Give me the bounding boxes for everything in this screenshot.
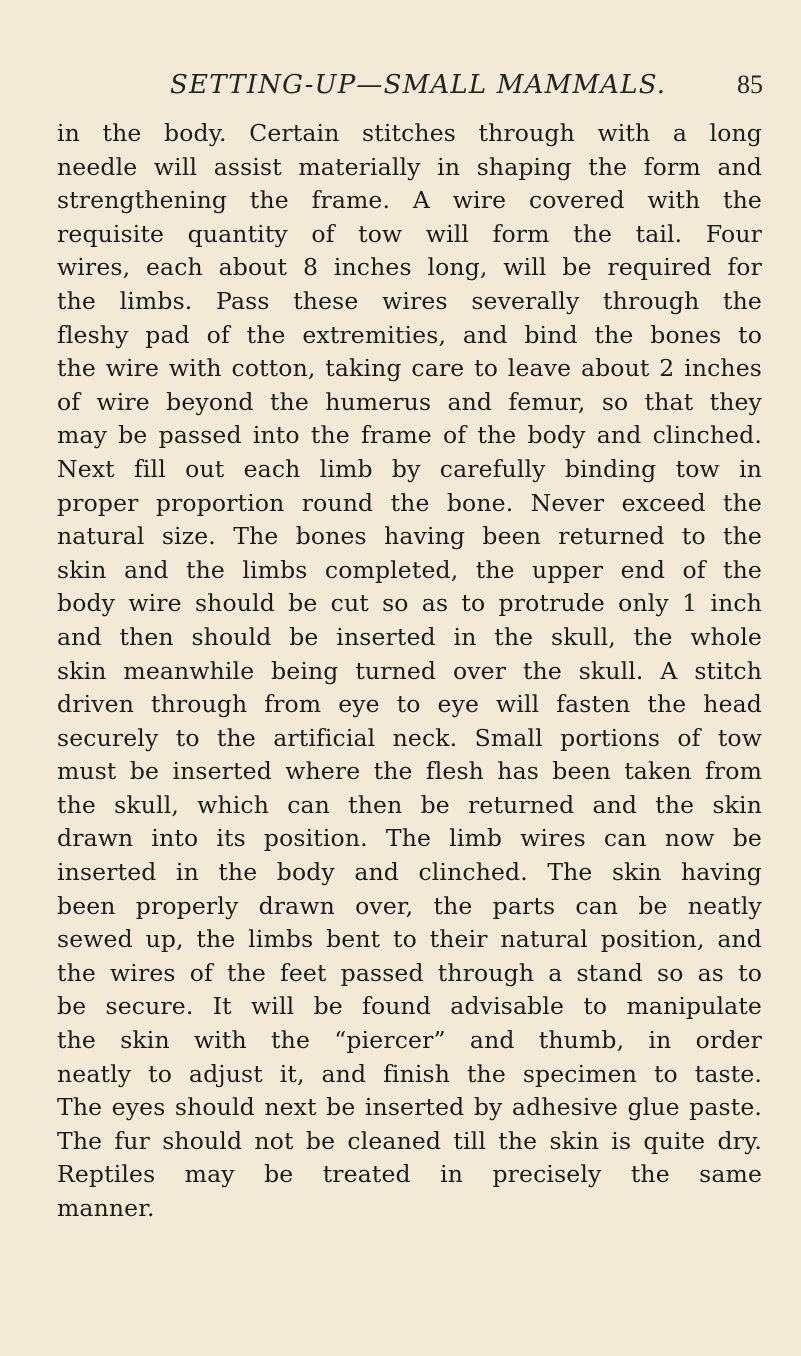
- text-line: strengthening the frame. A wire covered with the: [57, 186, 762, 215]
- page-number: 85: [737, 70, 763, 99]
- text-line: needle will assist materially in shaping the form and: [57, 152, 762, 181]
- text-line: be secure. It will be found advisable to manipulate: [57, 992, 762, 1021]
- text-line: The eyes should next be inserted by adhesive glue paste.: [57, 1093, 762, 1122]
- text-line: manner.: [57, 1194, 155, 1222]
- text-line: body wire should be cut so as to protrude only 1 inch: [57, 589, 762, 618]
- text-line: the skin with the “piercer” and thumb, in order: [57, 1026, 762, 1055]
- body-text: [57, 117, 762, 1226]
- text-line: the wires of the feet passed through a stand so as to: [57, 958, 762, 987]
- text-line: Reptiles may be treated in precisely the same: [57, 1160, 762, 1189]
- text-line: of wire beyond the humerus and femur, so that they: [57, 387, 762, 416]
- text-line: sewed up, the limbs bent to their natural position, and: [57, 925, 762, 954]
- text-line: natural size. The bones having been returned to the: [57, 522, 762, 551]
- text-line: Next fill out each limb by carefully binding tow in: [57, 454, 762, 483]
- text-line: and then should be inserted in the skull, the whole: [57, 622, 762, 651]
- text-line: proper proportion round the bone. Never exceed the: [57, 488, 762, 517]
- text-line: been properly drawn over, the parts can be neatly: [57, 891, 762, 920]
- text-line: the wire with cotton, taking care to leave about 2 inches: [57, 354, 762, 383]
- text-line: securely to the artificial neck. Small portions of tow: [57, 723, 762, 752]
- running-title: SETTING-UP—SMALL MAMMALS.: [170, 70, 667, 100]
- text-line: the skull, which can then be returned and the skin: [57, 790, 762, 819]
- text-line: driven through from eye to eye will fasten the head: [57, 690, 762, 719]
- text-line: requisite quantity of tow will form the tail. Four: [57, 219, 762, 248]
- text-line: skin meanwhile being turned over the skull. A stitch: [57, 656, 762, 685]
- text-line: may be passed into the frame of the body and clinched.: [57, 421, 762, 450]
- text-line: wires, each about 8 inches long, will be required for: [57, 253, 762, 282]
- text-line: must be inserted where the flesh has been taken from: [57, 757, 762, 786]
- text-line: the limbs. Pass these wires severally through the: [57, 286, 762, 315]
- running-head: [60, 70, 763, 104]
- text-line: neatly to adjust it, and finish the specimen to taste.: [57, 1059, 762, 1088]
- text-line: The fur should not be cleaned till the skin is quite dry.: [57, 1126, 762, 1155]
- text-line: inserted in the body and clinched. The skin having: [57, 858, 762, 887]
- text-line: fleshy pad of the extremities, and bind the bones to: [57, 320, 762, 349]
- text-line: drawn into its position. The limb wires can now be: [57, 824, 762, 853]
- text-line: skin and the limbs completed, the upper end of the: [57, 555, 762, 584]
- text-line: in the body. Certain stitches through with a long: [57, 119, 762, 147]
